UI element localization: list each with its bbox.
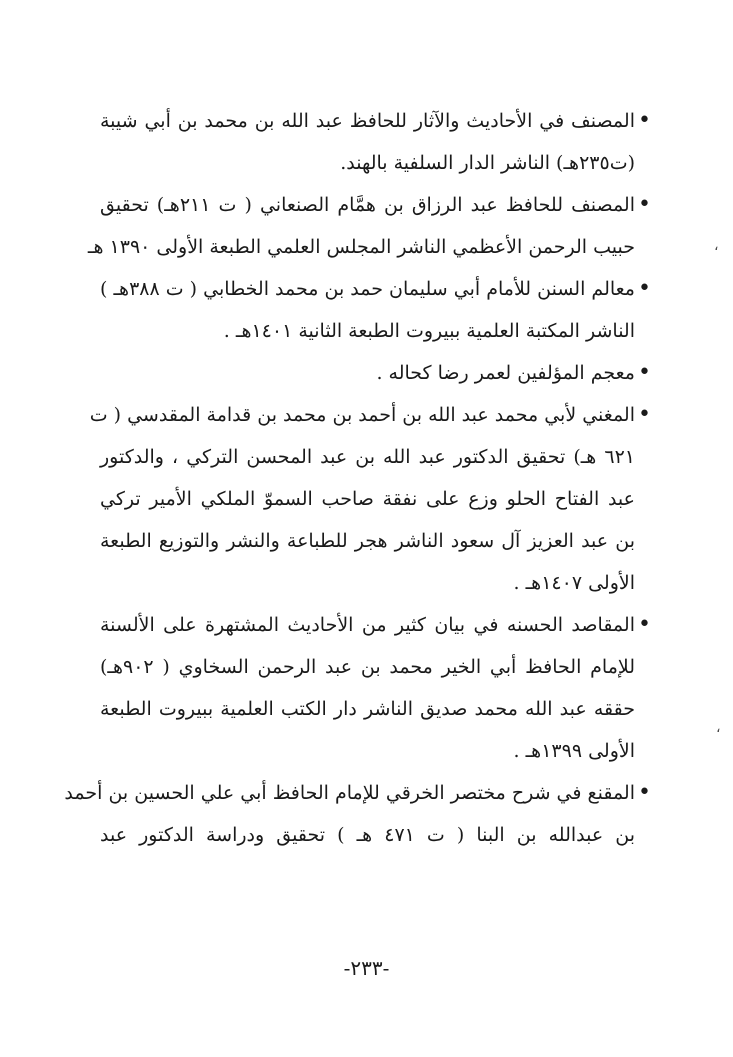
entry-line: (ت٢٣٥هـ) الناشر الدار السلفية بالهند. (340, 152, 635, 174)
bullet-icon: • (638, 108, 651, 133)
bullet-icon: • (638, 360, 651, 385)
bullet-icon: • (638, 780, 651, 805)
entry-line: المغني لأبي محمد عبد الله بن أحمد بن محمد بن قدامة المقدسي ( ت (89, 404, 635, 426)
entry-line: الناشر المكتبة العلمية ببيروت الطبعة الثانية ١٤٠١هـ . (223, 320, 635, 342)
bullet-icon: • (638, 402, 651, 427)
bibliography-list (64, 100, 651, 856)
entry-line: المقنع في شرح مختصر الخرقي للإمام الحافظ أبي علي الحسين بن أحمد (64, 782, 635, 804)
margin-mark: ، (716, 720, 721, 736)
bibliography-entry (100, 268, 651, 352)
entry-line: الأولى ١٣٩٩هـ . (513, 740, 635, 762)
entry-line: المصنف في الأحاديث والآثار للحافظ عبد الله بن محمد بن أبي شيبة (100, 110, 635, 132)
bullet-icon: • (638, 192, 651, 217)
bibliography-entry (87, 184, 651, 268)
entry-line: الأولى ١٤٠٧هـ . (513, 572, 635, 594)
bibliography-entry (100, 352, 651, 394)
entry-line: المقاصد الحسنه في بيان كثير من الأحاديث المشتهرة على الألسنة (100, 614, 635, 636)
bibliography-entry (89, 394, 651, 604)
entry-line: ٦٢١ هـ) تحقيق الدكتور عبد الله بن عبد المحسن التركي ، والدكتور (100, 446, 635, 468)
entry-line: معجم المؤلفين لعمر رضا كحاله . (376, 362, 635, 384)
entry-line: بن عبد العزيز آل سعود الناشر هجر للطباعة والنشر والتوزيع الطبعة (100, 530, 635, 552)
entry-line: حققه عبد الله محمد صديق الناشر دار الكتب العلمية ببيروت الطبعة (100, 698, 635, 720)
bibliography-entry (64, 772, 651, 856)
margin-mark: ، (714, 238, 719, 254)
bullet-icon: • (638, 612, 651, 637)
bibliography-entry (100, 604, 651, 772)
entry-line: معالم السنن للأمام أبي سليمان حمد بن محمد الخطابي ( ت ٣٨٨هـ ) (100, 278, 635, 300)
bibliography-entry (100, 100, 651, 184)
entry-line: حبيب الرحمن الأعظمي الناشر المجلس العلمي الطبعة الأولى ١٣٩٠ هـ (87, 236, 635, 258)
entry-line: للإمام الحافظ أبي الخير محمد بن عبد الرحمن السخاوي ( ٩٠٢هـ) (100, 656, 635, 678)
entry-line: بن عبدالله بن البنا ( ت ٤٧١ هـ ) تحقيق ودراسة الدكتور عبد (100, 824, 636, 846)
bullet-icon: • (638, 276, 651, 301)
entry-line: عبد الفتاح الحلو وزع على نفقة صاحب السموّ الملكي الأمير تركي (100, 488, 635, 510)
entry-line: المصنف للحافظ عبد الرزاق بن همَّام الصنعاني ( ت ٢١١هـ) تحقيق (100, 194, 635, 216)
page-number: -٢٣٣- (343, 956, 390, 980)
